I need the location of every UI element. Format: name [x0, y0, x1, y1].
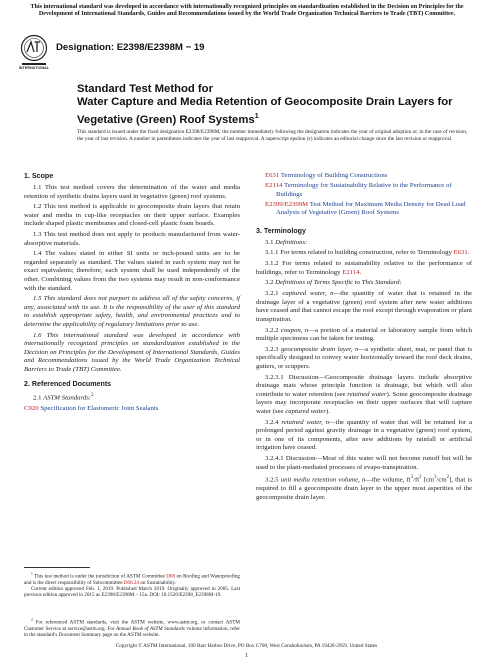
designation: Designation: E2398/E2398M − 19 — [56, 42, 205, 53]
committee-d08-link[interactable]: D08 — [166, 573, 176, 580]
title-line-1: Standard Test Method for — [77, 83, 213, 95]
ref-e2114-link[interactable]: E2114 Terminology for Sustainability Relative to the Performance of Buildings — [265, 182, 452, 198]
title-line-2: Water Capture and Media Retention of Geocomposite Drain Layers for Vegetative (Green) Roof Systems$^1$ — [77, 96, 453, 126]
left-column — [24, 172, 240, 415]
para-1-5: 1.5 This standard does not purport to address all of the safety concerns, if any, associated with its use. It is the responsibility of the user of this standard to establish appropriate safety, health, and environmental practices and to determine the applicability of regulatory limitations prior to use. — [24, 295, 240, 328]
ref-e2399-link[interactable]: E2399/E2399M Test Method for Maximum Media Density for Dead Load Analysis of Vegetative (Green) Roof Systems — [265, 200, 466, 217]
para-3-2-2: 3.2.2 coupon, n—a portion of a material or laboratory sample from which multiple specimens can be taken for testing. — [256, 326, 473, 343]
para-3-2-3-1: 3.2.3.1 Discussion—Geocomposite drainage layers include absorptive drainage mats whose principle function is drainage, but which will also contribute to water retention (see retained water). Some geocomposite drainage layers may incorporate receptacles on their upper surfaces that will capture water (see captured water). — [256, 373, 472, 415]
issuance-note: This standard is issued under the fixed designation E2398/E2398M; the number immediately following the designation indicates the year of original adoption or, in the case of revision, the year of last revision. A number in parentheses indicates the year of last reapproval. A superscript epsilon (ε) indicates an editorial change since the last revision or reapproval. — [77, 129, 468, 142]
right-column — [256, 172, 472, 504]
scope-heading: 1. Scope — [24, 172, 54, 180]
para-1-3: 1.3 This test method does not apply to products manufactured from water-absorptive materials. — [24, 231, 240, 247]
footnote-1: $^1$ This test method is under the jurisdiction of ASTM Committee D08 on Roofing and Waterproofing and is the direct responsibility of Subcommittee D08.24 on Sustainability. Current edition approved Feb. 1, 2019. Published March 2019. Originally approved in 2005. Last previous edition approved in 2015 as E2398/E2398M – 15a. DOI: 10.1520/E2398_E2398M-19. — [24, 572, 240, 599]
footnote-1-edition: Current edition approved Feb. 1, 2019. Published March 2019. Originally approved in 2005. Last previous edition approved in 2015 as E2398/E2398M – 15a. DOI: 10.1520/E2398_E2398M-19. — [24, 586, 240, 599]
title-footnote-mark: 1 — [254, 112, 259, 120]
ref-e631-inline-link[interactable]: E631 — [453, 249, 468, 257]
copyright-line: Copyright © ASTM International, 100 Barr Harbor Drive, PO Box C700, West Conshohocken, PA 19428-2959. United States — [115, 643, 378, 649]
subcommittee-d08-24-link[interactable]: D08.24 — [123, 579, 140, 586]
document-title — [77, 83, 472, 127]
para-3-2-3: 3.2.3 geocomposite drain layer, n—a synthetic sheet, mat, or panel that is specifically designed to convey water horizontally toward the roof deck drains, gutters, or scuppers. — [256, 345, 473, 370]
terminology-heading: 3. Terminology — [256, 226, 306, 235]
para-1-1: 1.1 This test method covers the determination of the water and media retention of synthetic drains layers used in vegetative (green) roof systems. — [24, 184, 240, 200]
logo-subtext: INTERNATIONAL — [18, 66, 50, 70]
tbt-notice: This international standard was developed in accordance with internationally recognized principles on standardization established in the Decision on Principles for the Development of International Standards, Guides and Recommendations issued by the World Trade Organization Technical Barriers to Trade (TBT) Committee. — [30, 4, 464, 18]
para-3-1-2: 3.1.2 For terms related to sustainability relative to the performance of buildings, refer to Terminology E2114. — [256, 260, 472, 276]
ref-e2114-inline-link[interactable]: E2114 — [342, 268, 360, 276]
para-3-2-5: 3.2.5 unit media retention volume, n—the volume, $ft^3/ft^2$ $[cm^3/cm^2]$, that is required to fill a geocomposite drain layer to the upper most asperities of the geocomposite drain layer. — [256, 475, 473, 501]
ref-e631-link[interactable]: E631 Terminology of Building Constructions — [265, 172, 388, 179]
para-1-4: 1.4 The values stated in either SI units or inch-pound units are to be regarded separately as standard. The values stated in each system may not be exact equivalents; therefore, each system shall be used independently of the other. Combining values from the two systems may result in non-conformance with the standard. — [24, 250, 240, 292]
page-number: 1 — [244, 652, 249, 659]
ref-c920-link[interactable]: C920 Specification for Elastomeric Joint Sealants — [24, 405, 159, 413]
referenced-documents-heading: 2. Referenced Documents — [24, 380, 112, 389]
para-2-1: 2.1 ASTM Standards:$^2$ — [33, 393, 94, 402]
footnote-2: $^2$ For referenced ASTM standards, visit the ASTM website, www.astm.org, or contact ASTM Customer Service at service@astm.org. For Annual Book of ASTM Standards volume information, refer to the standard's Document Summary page on the ASTM website. — [24, 618, 240, 639]
para-3-2: 3.2 Definitions of Terms Specific to This Standard: — [265, 279, 402, 287]
para-1-6: 1.6 This international standard was developed in accordance with internationally recognized principles on standardization established in the Decision on Principles for the Development of International Standards, Guides and Recommendations issued by the World Trade Organization Technical Barriers to Trade (TBT) Committee. — [24, 331, 240, 373]
para-3-2-4: 3.2.4 retained water, n—the quantity of water that will be retained for a prolonged period against gravity drainage in a vegetative (green) roof system, or in one of its components, after new additions by rainfall or artificial irrigation have ceased. — [256, 418, 473, 452]
footnote-divider — [24, 567, 90, 568]
para-3-2-1: 3.2.1 captured water, n—the quantity of water that is retained in the drainage layer of a vegetative (green) roof system after new water additions have ceased and that cannot escape the roof except through evaporation or plant transpiration. — [256, 290, 473, 323]
para-3-2-4-1: 3.2.4.1 Discussion—Most of this water will not become runoff but will be used to the plant-mediated processes of evapo-transpiration. — [256, 455, 472, 471]
astm-logo-icon — [19, 34, 49, 74]
para-1-2: 1.2 This test method is applicable to geocomposite drain layers that retain water and media in cup-like receptacles on their upper surface. Examples include shaped plastic membranes and closed-cell plastic foam boards. — [24, 203, 240, 228]
para-3-1: 3.1 Definitions: — [265, 238, 308, 246]
para-3-1-1: 3.1.1 For terms related to building construction, refer to Terminology E631. — [265, 249, 470, 257]
